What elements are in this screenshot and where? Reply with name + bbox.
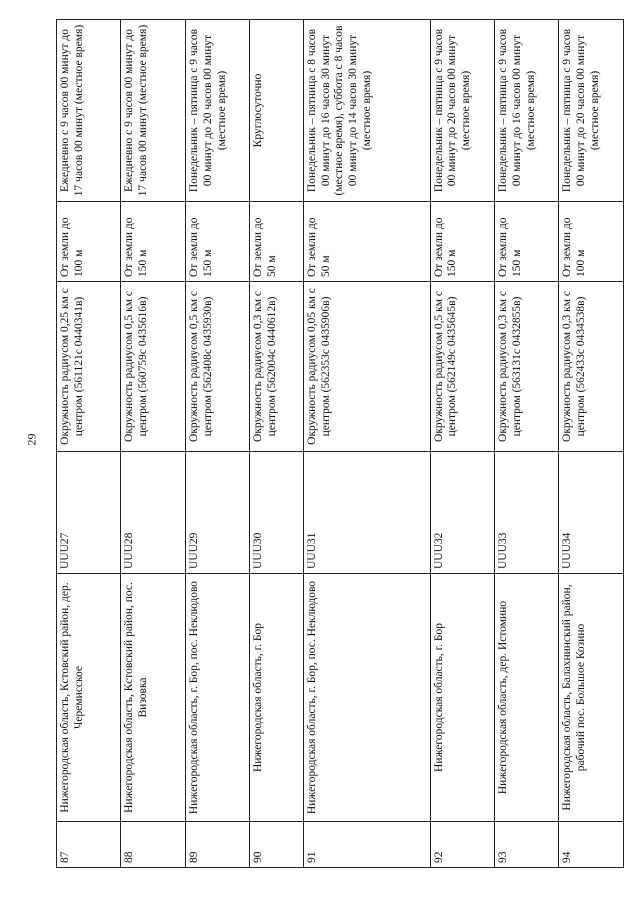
- zone-area-cell: Окружность радиусом 0,05 км с центром (562353с 0435906в): [303, 282, 430, 452]
- row-number: 93: [494, 822, 558, 868]
- schedule-cell: Понедельник – пятница с 9 часов 00 минут до 20 часов 00 минут (местное время): [185, 20, 249, 202]
- row-number: 91: [303, 822, 430, 868]
- region-cell: Нижегородская область, г. Бор: [430, 574, 494, 822]
- zone-code-cell: UUU33: [494, 452, 558, 574]
- zone-code-cell: UUU30: [250, 452, 303, 574]
- zone-code-cell: UUU27: [57, 452, 121, 574]
- schedule-cell: Понедельник – пятница с 9 часов 00 минут до 16 часов 00 минут (местное время): [494, 20, 558, 202]
- zone-area-cell: Окружность радиусом 0,25 км с центром (561121с 0440341в): [57, 282, 121, 452]
- zone-code-cell: UUU28: [121, 452, 185, 574]
- airspace-zones-table: [56, 19, 624, 868]
- table-row: [121, 20, 185, 868]
- zone-area-cell: Окружность радиусом 0,5 км с центром (562408с 0435930в): [185, 282, 249, 452]
- altitude-cell: От земли до 100 м: [559, 202, 624, 282]
- table-row: [430, 20, 494, 868]
- row-number: 90: [250, 822, 303, 868]
- zone-area-cell: Окружность радиусом 0,3 км с центром (562433с 0434538в): [559, 282, 624, 452]
- schedule-cell: Понедельник – пятница с 8 часов 00 минут до 16 часов 30 минут (местное время), суббота с 8 часов 00 минут до 14 часов 30 минут (местное время): [303, 20, 430, 202]
- zone-area-cell: Окружность радиусом 0,3 км с центром (563131с 0432855в): [494, 282, 558, 452]
- altitude-cell: От земли до 150 м: [121, 202, 185, 282]
- region-cell: Нижегородская область, г. Бор, пос. Неклюдово: [303, 574, 430, 822]
- table-row: [250, 20, 303, 868]
- zone-area-cell: Окружность радиусом 0,5 км с центром (562149с 0435645в): [430, 282, 494, 452]
- zone-code-cell: UUU31: [303, 452, 430, 574]
- airspace-zones-table-frame: [56, 20, 624, 868]
- table-row: [185, 20, 249, 868]
- schedule-cell: Понедельник – пятница с 9 часов 00 минут до 20 часов 00 минут (местное время): [430, 20, 494, 202]
- altitude-cell: От земли до 150 м: [430, 202, 494, 282]
- altitude-cell: От земли до 150 м: [185, 202, 249, 282]
- zone-code-cell: UUU34: [559, 452, 624, 574]
- schedule-cell: Ежедневно с 9 часов 00 минут до 17 часов 00 минут (местное время): [57, 20, 121, 202]
- altitude-cell: От земли до 150 м: [494, 202, 558, 282]
- schedule-cell: Круглосуточно: [250, 20, 303, 202]
- zone-area-cell: Окружность радиусом 0,3 км с центром (562004с 0440612в): [250, 282, 303, 452]
- region-cell: Нижегородская область, г. Бор, пос. Неклюдово: [185, 574, 249, 822]
- table-row: [494, 20, 558, 868]
- row-number: 92: [430, 822, 494, 868]
- schedule-cell: Понедельник – пятница с 9 часов 00 минут до 20 часов 00 минут (местное время): [559, 20, 624, 202]
- zone-code-cell: UUU29: [185, 452, 249, 574]
- table-row: [303, 20, 430, 868]
- altitude-cell: От земли до 50 м: [303, 202, 430, 282]
- region-cell: Нижегородская область, Кстовский район, дер. Черемисское: [57, 574, 121, 822]
- page-number: 29: [24, 433, 39, 446]
- row-number: 88: [121, 822, 185, 868]
- row-number: 94: [559, 822, 624, 868]
- zone-code-cell: UUU32: [430, 452, 494, 574]
- region-cell: Нижегородская область, Кстовский район, пос. Визовка: [121, 574, 185, 822]
- table-row: [559, 20, 624, 868]
- region-cell: Нижегородская область, г. Бор: [250, 574, 303, 822]
- region-cell: Нижегородская область, дер. Истомино: [494, 574, 558, 822]
- region-cell: Нижегородская область, Балахнинский район, рабочий пос. Большое Козино: [559, 574, 624, 822]
- altitude-cell: От земли до 100 м: [57, 202, 121, 282]
- altitude-cell: От земли до 50 м: [250, 202, 303, 282]
- zone-area-cell: Окружность радиусом 0,5 км с центром (560759с 0435616в): [121, 282, 185, 452]
- table-row: [57, 20, 121, 868]
- schedule-cell: Ежедневно с 9 часов 00 минут до 17 часов 00 минут (местное время): [121, 20, 185, 202]
- row-number: 87: [57, 822, 121, 868]
- row-number: 89: [185, 822, 249, 868]
